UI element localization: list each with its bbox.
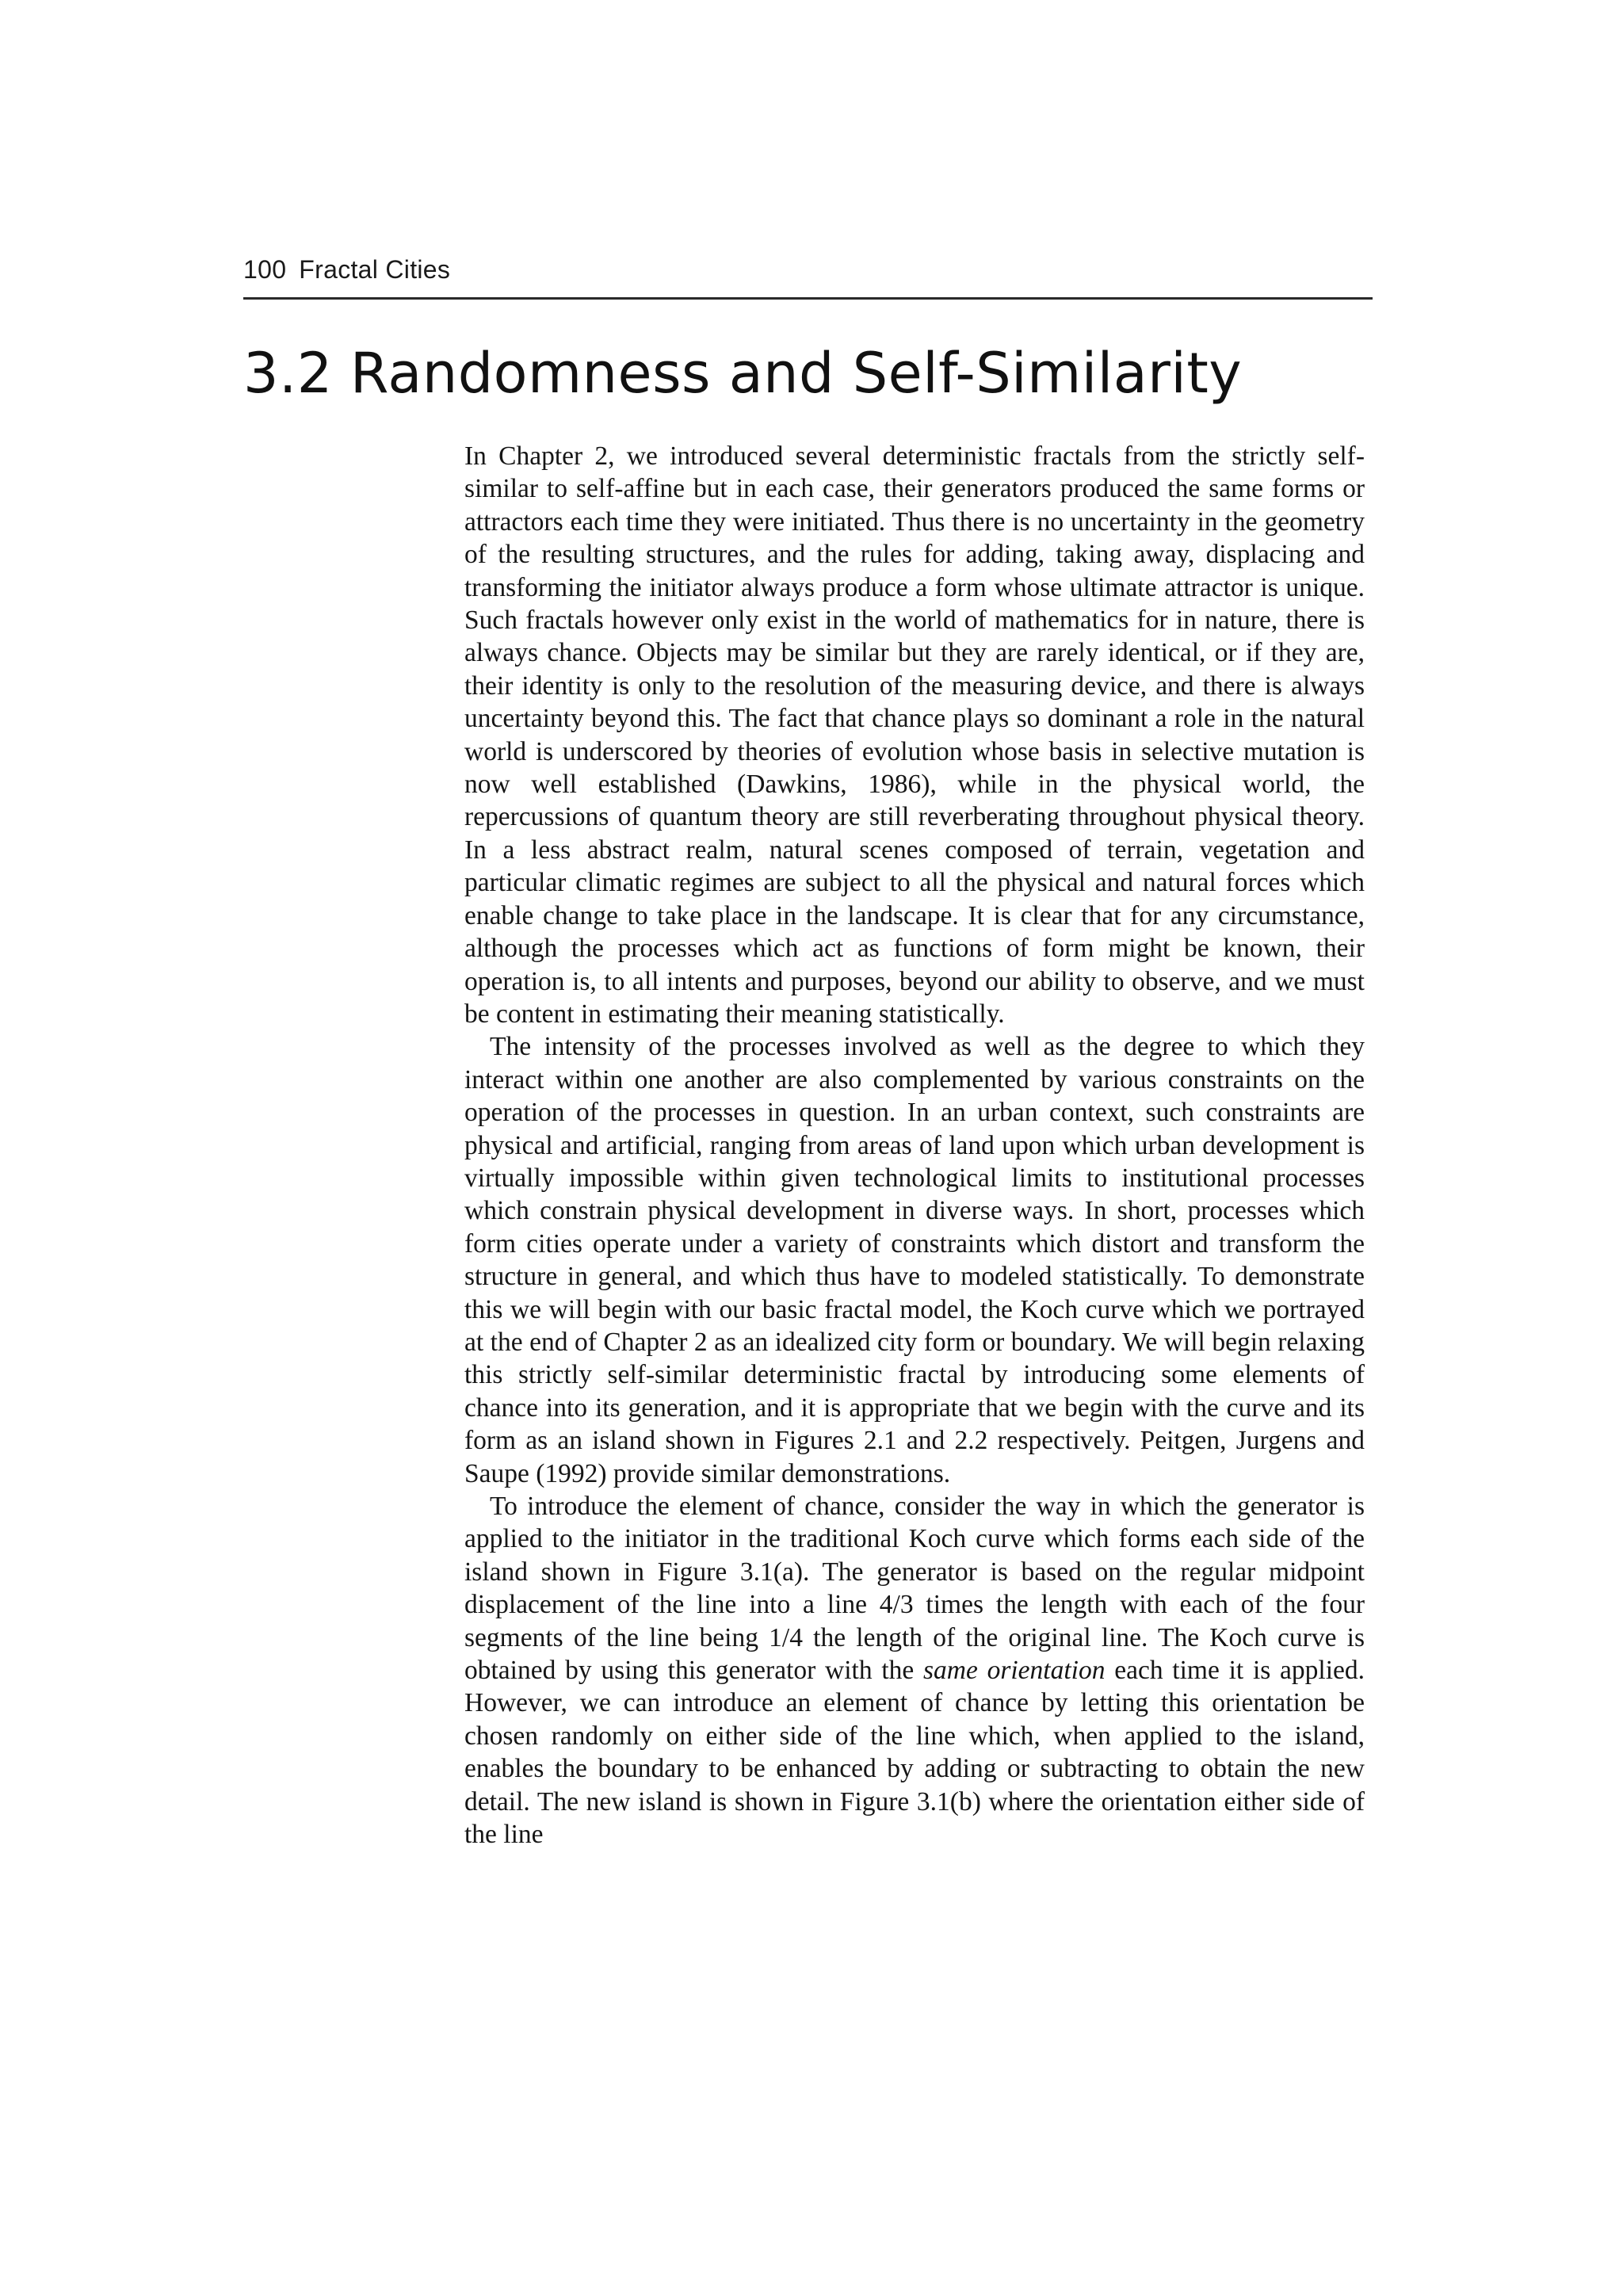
section-title: Randomness and Self-Similarity	[349, 341, 1243, 406]
header-rule	[243, 297, 1373, 300]
page-number: 100	[243, 255, 287, 284]
paragraph-3	[464, 1490, 1365, 1851]
section-heading	[243, 339, 1242, 407]
section-number: 3.2	[243, 341, 333, 406]
paragraph-1: In Chapter 2, we introduced several deterministic fractals from the strictly self-similar to self-affine but in each case, their generators produced the same forms or attractors each time they were initiated. Thus there is no uncertainty in the geometry of the resulting structures, and the rules for adding, taking away, displacing and transforming the initiator always produce a form whose ultimate attractor is unique. Such fractals however only exist in the world of mathematics for in nature, there is always chance. Objects may be similar but they are rarely identical, or if they are, their identity is only to the resolution of the measuring device, and there is always uncertainty beyond this. The fact that chance plays so dominant a role in the natural world is underscored by theories of evolution whose basis in selective mutation is now well established (Dawkins, 1986), while in the physical world, the repercussions of quantum theory are still reverberating throughout physical theory. In a less abstract realm, natural scenes composed of terrain, vegetation and particular climatic regimes are subject to all the physical and natural forces which enable change to take place in the landscape. It is clear that for any circumstance, although the processes which act as functions of form might be known, their operation is, to all intents and purposes, beyond our ability to observe, and we must be content in estimating their meaning statistically.	[464, 441, 1365, 1029]
body-text	[464, 440, 1365, 1851]
paragraph-2: The intensity of the processes involved as well as the degree to which they interact within one another are also complemented by various constraints on the operation of the processes in question. In an urban context, such constraints are physical and artificial, ranging from areas of land upon which urban development is virtually impossible within given technological limits to institutional processes which constrain physical development in diverse ways. In short, processes which form cities operate under a variety of constraints which distort and transform the structure in general, and which thus have to modeled statistically. To demonstrate this we will begin with our basic fractal model, the Koch curve which we portrayed at the end of Chapter 2 as an idealized city form or boundary. We will begin relaxing this strictly self-similar deterministic fractal by introducing some elements of chance into its generation, and it is appropriate that we begin with the curve and its form as an island shown in Figures 2.1 and 2.2 respectively. Peitgen, Jurgens and Saupe (1992) provide similar demonstrations.	[464, 1032, 1365, 1488]
book-title: Fractal Cities	[299, 255, 451, 284]
running-head	[243, 255, 450, 285]
emphasis-same-orientation: same orientation	[922, 1656, 1106, 1686]
paragraph-3-text-start: To introduce the element of chance, consider the way in which the generator is applied to the initiator in the traditional Koch curve which forms each side of the island shown in Figure 3.1(a). The generator is based on the regular midpoint displacement of the line into a line 4/3 times the length with each of the four segments of the line being 1/4 the length of the original line. The Koch curve is obtained by using this generator with the	[464, 1492, 1365, 1686]
paragraph-3-text-end: each time it is applied. However, we can introduce an element of chance by letting this orientation be chosen randomly on either side of the line which, when applied to the island, enables the boundary to be enhanced by adding or subtracting to obtain the new detail. The new island is shown in Figure 3.1(b) where the orientation either side of the line	[464, 1656, 1365, 1850]
